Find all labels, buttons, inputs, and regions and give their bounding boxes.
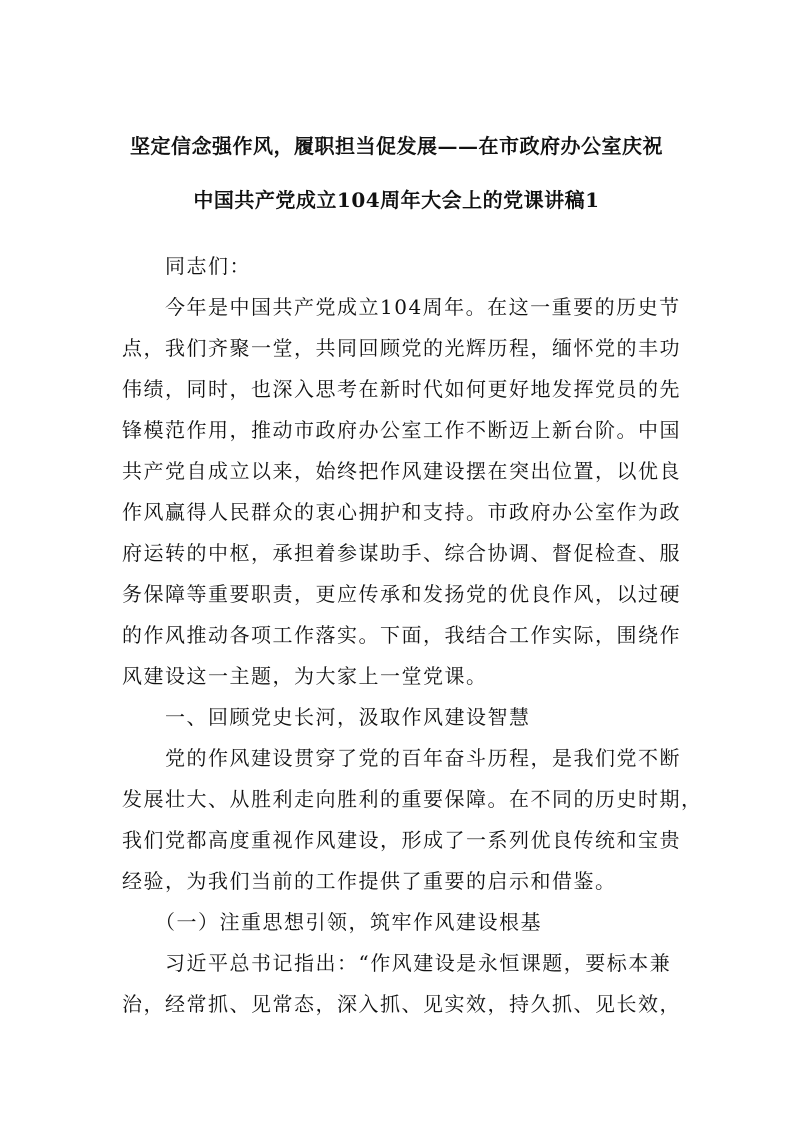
paragraph-line: 务保障等重要职责，更应传承和发扬党的优良作风，以过硬	[122, 582, 681, 606]
salutation: 同志们：	[122, 254, 251, 278]
paragraph-line: 发展壮大、从胜利走向胜利的重要保障。在不同的历史时期，	[122, 787, 703, 811]
paragraph-line: 党的作风建设贯穿了党的百年奋斗历程，是我们党不断	[122, 746, 681, 770]
section-heading: 一、回顾党史长河，汲取作风建设智慧	[122, 705, 531, 729]
subsection-heading: （一）注重思想引领，筑牢作风建设根基	[122, 910, 542, 934]
paragraph-line: 共产党自成立以来，始终把作风建设摆在突出位置，以优良	[122, 459, 681, 483]
paragraph-line: 作风赢得人民群众的衷心拥护和支持。市政府办公室作为政	[122, 500, 681, 524]
paragraph-line: 今年是中国共产党成立104周年。在这一重要的历史节	[122, 295, 681, 319]
paragraph-line: 的作风推动各项工作落实。下面，我结合工作实际，围绕作	[122, 623, 681, 647]
paragraph-line: 府运转的中枢，承担着参谋助手、综合协调、督促检查、服	[122, 541, 681, 565]
paragraph-line: 点，我们齐聚一堂，共同回顾党的光辉历程，缅怀党的丰功	[122, 336, 681, 360]
document-title-line-2: 中国共产党成立104周年大会上的党课讲稿1	[193, 188, 600, 212]
paragraph-line: 经验，为我们当前的工作提供了重要的启示和借鉴。	[122, 869, 617, 893]
paragraph-line: 伟绩，同时，也深入思考在新时代如何更好地发挥党员的先	[122, 377, 681, 401]
paragraph-line: 我们党都高度重视作风建设，形成了一系列优良传统和宝贵	[122, 828, 681, 852]
paragraph-line: 锋模范作用，推动市政府办公室工作不断迈上新台阶。中国	[122, 418, 681, 442]
paragraph-line: 习近平总书记指出：“作风建设是永恒课题，要标本兼	[122, 951, 672, 975]
document-title-line-1: 坚定信念强作风，履职担当促发展——在市政府办公室庆祝	[130, 134, 663, 158]
paragraph-line: 风建设这一主题，为大家上一堂党课。	[122, 664, 488, 688]
paragraph-line: 治，经常抓、见常态，深入抓、见实效，持久抓、见长效，	[122, 992, 681, 1016]
